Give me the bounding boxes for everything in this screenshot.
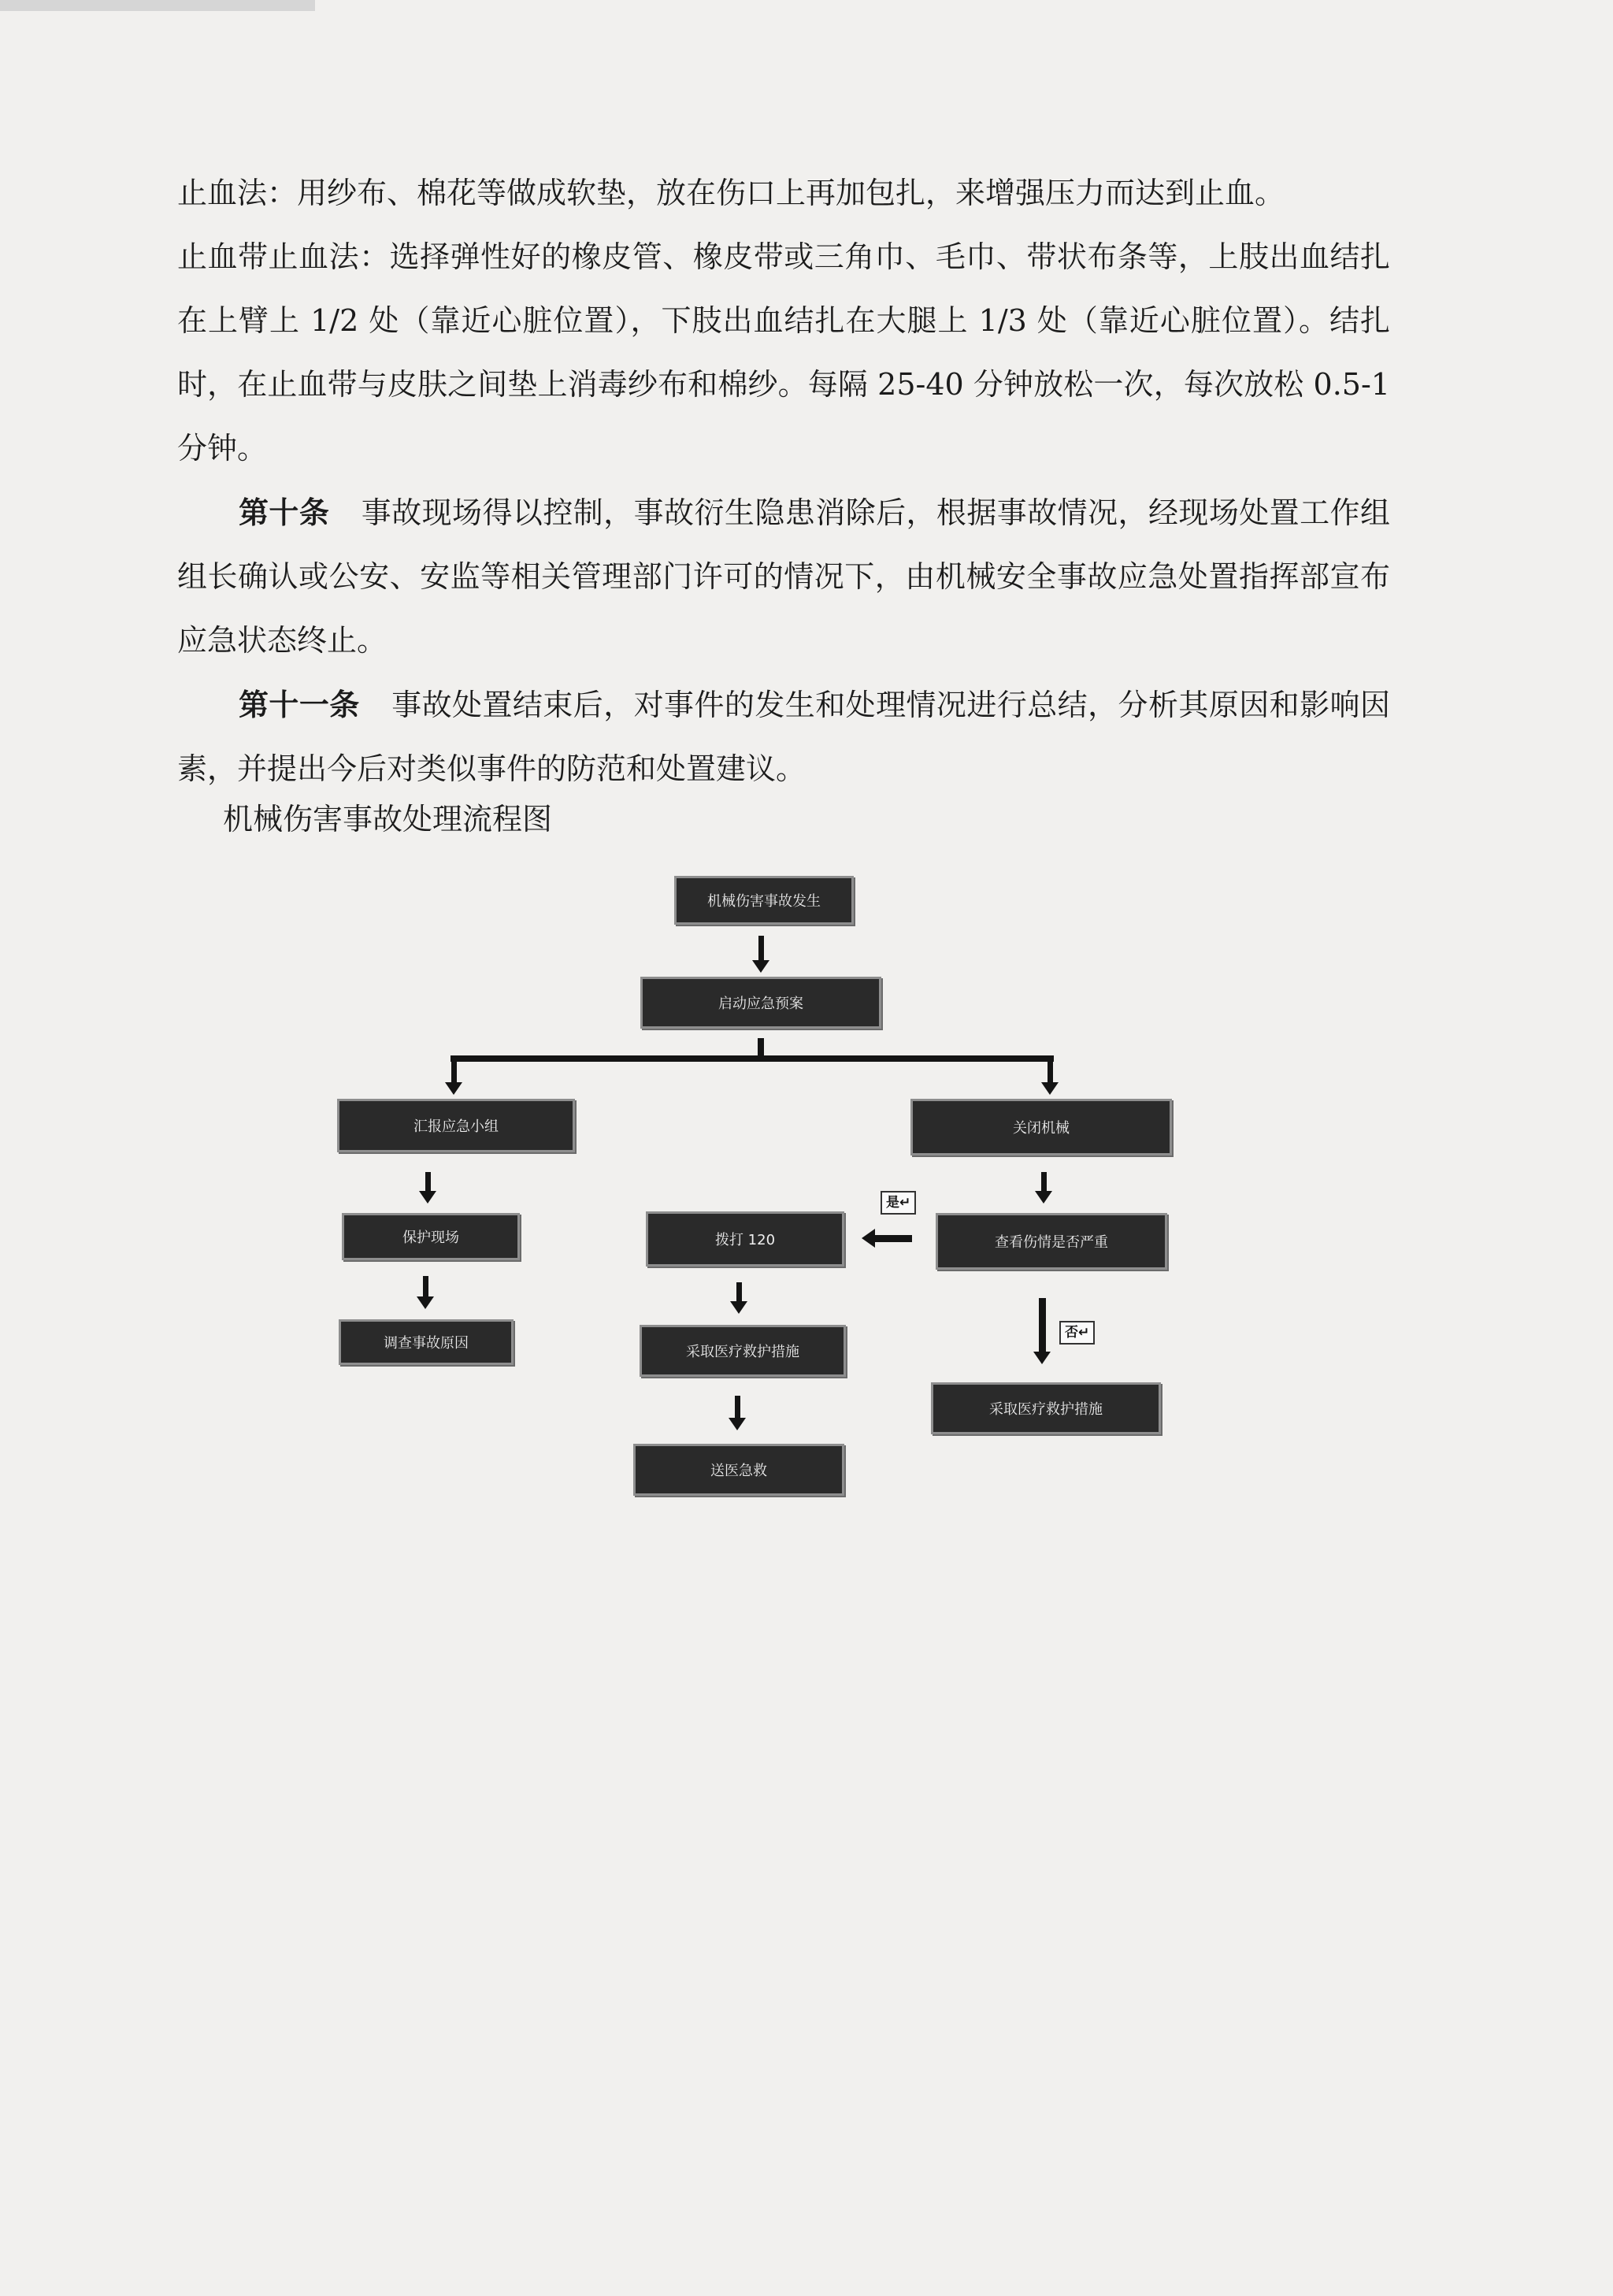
node-shutdown-machine: 关闭机械 [910,1099,1172,1155]
arrow-down-icon [752,960,769,973]
connector-split-right [1048,1055,1053,1084]
article-10-body: 事故现场得以控制，事故衍生隐患消除后，根据事故情况，经现场处置工作组组长确认或公安、安监等相关管理部门许可的情况下，由机械安全事故应急处置指挥部宣布应急状态终止。 [177,495,1390,658]
connector-split-left [451,1055,457,1084]
arrow-left-icon [862,1229,875,1248]
body-text [177,161,1390,801]
connector-shutdown-check [1041,1172,1047,1193]
node-protect-scene: 保护现场 [342,1213,520,1260]
article-11-body: 事故处置结束后，对事件的发生和处理情况进行总结，分析其原因和影响因素，并提出今后对类似事件的防范和处置建议。 [177,688,1390,786]
connector-call-measures [736,1282,742,1303]
article-11 [177,673,1390,801]
node-call-120: 拨打 120 [646,1211,844,1267]
node-start-emergency-plan: 启动应急预案 [640,977,881,1029]
arrow-down-icon [419,1191,436,1204]
scan-edge-artifact [0,0,315,11]
article-11-title: 第十一条 [239,687,360,722]
node-accident-occurs: 机械伤害事故发生 [674,876,854,925]
connector-protect-investigate [423,1276,428,1298]
node-medical-measures-left: 采取医疗救护措施 [640,1325,846,1377]
label-no: 否↵ [1059,1321,1095,1345]
arrow-down-icon [729,1418,746,1430]
arrow-down-icon [445,1082,462,1095]
connector-start-plan [758,936,764,961]
arrow-down-icon [417,1296,434,1309]
article-10-title: 第十条 [239,495,330,530]
arrow-down-icon [1035,1191,1052,1204]
flowchart-title: 机械伤害事故处理流程图 [223,802,553,836]
article-10 [177,480,1390,673]
paragraph-pressure-hemostasis: 止血法：用纱布、棉花等做成软垫，放在伤口上再加包扎，来增强压力而达到止血。 [177,176,1285,210]
connector-check-call [874,1235,912,1242]
node-investigate-cause: 调查事故原因 [339,1319,514,1365]
node-report-emergency-team: 汇报应急小组 [337,1099,575,1152]
arrow-down-icon [1033,1352,1051,1364]
connector-check-measures [1039,1298,1046,1353]
connector-measures-hospital [735,1396,740,1419]
connector-horizontal-split [451,1055,1054,1062]
arrow-down-icon [730,1301,747,1314]
node-check-injury: 查看伤情是否严重 [936,1213,1167,1270]
connector-report-protect [425,1172,431,1193]
label-yes: 是↵ [881,1191,916,1215]
node-send-to-hospital: 送医急救 [633,1444,844,1496]
node-medical-measures-right: 采取医疗救护措施 [931,1382,1161,1434]
arrow-down-icon [1041,1082,1059,1095]
paragraph-tourniquet-hemostasis: 止血带止血法：选择弹性好的橡皮管、橡皮带或三角巾、毛巾、带状布条等，上肢出血结扎在上臂上 1/2 处（靠近心脏位置），下肢出血结扎在大腿上 1/3 处（靠近心脏位置）。结扎时，在止血带与皮肤之间垫上消毒纱布和棉纱。每隔 25-40 分钟放松一次，每次放松 0.5-1 分钟。 [177,239,1390,466]
